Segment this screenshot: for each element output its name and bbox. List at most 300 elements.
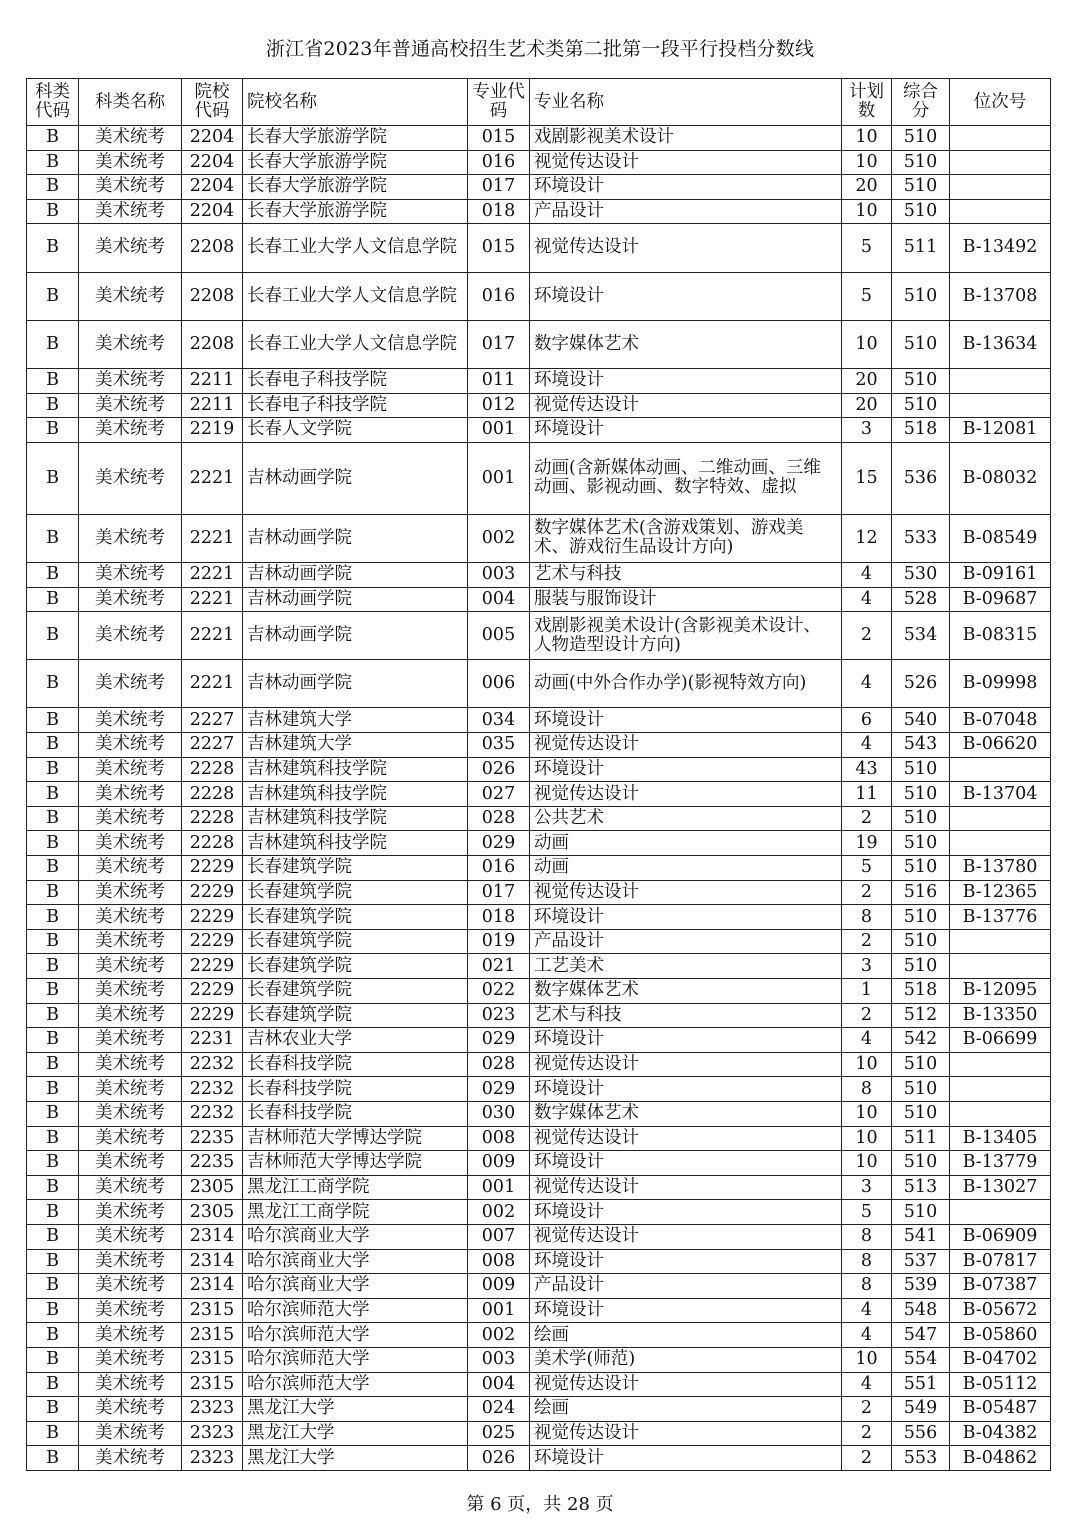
major-code-cell: 001 [468,418,530,443]
category-name-cell: 美术统考 [79,1003,182,1028]
plan-count-cell: 2 [842,1003,892,1028]
rank-number-cell [950,1077,1051,1102]
rank-number-cell [950,806,1051,831]
school-name-cell: 长春建筑学院 [243,929,468,954]
plan-count-cell: 3 [842,1175,892,1200]
category-code-cell: B [27,442,79,514]
total-score-cell: 511 [892,224,950,272]
table-row [27,1126,1051,1151]
school-code-cell: 2227 [182,733,243,758]
category-name-cell: 美术统考 [79,1175,182,1200]
school-code-cell: 2235 [182,1126,243,1151]
table-row [27,368,1051,393]
total-score-cell: 548 [892,1298,950,1323]
table-row [27,1003,1051,1028]
major-name-cell: 环境设计 [530,708,842,733]
table-row [27,1052,1051,1077]
major-code-cell: 001 [468,1175,530,1200]
school-name-cell: 长春工业大学人文信息学院 [243,272,468,320]
school-code-cell: 2208 [182,320,243,368]
table-row [27,856,1051,881]
category-code-cell: B [27,418,79,443]
major-code-cell: 003 [468,562,530,587]
major-code-cell: 025 [468,1421,530,1446]
major-code-cell: 007 [468,1224,530,1249]
school-name-cell: 吉林建筑大学 [243,708,468,733]
school-name-cell: 吉林动画学院 [243,514,468,562]
major-name-cell: 环境设计 [530,1200,842,1225]
major-name-cell: 戏剧影视美术设计(含影视美术设计、人物造型设计方向) [530,612,842,660]
table-row [27,1274,1051,1299]
total-score-cell: 510 [892,929,950,954]
major-code-cell: 002 [468,1323,530,1348]
school-name-cell: 黑龙江大学 [243,1397,468,1422]
plan-count-cell: 8 [842,905,892,930]
school-name-cell: 吉林建筑大学 [243,733,468,758]
major-code-cell: 035 [468,733,530,758]
category-name-cell: 美术统考 [79,612,182,660]
rank-number-cell [950,929,1051,954]
category-name-cell: 美术统考 [79,175,182,200]
major-name-cell: 环境设计 [530,418,842,443]
school-code-cell: 2208 [182,224,243,272]
category-code-cell: B [27,1028,79,1053]
total-score-cell: 510 [892,175,950,200]
plan-count-cell: 20 [842,175,892,200]
table-row [27,1446,1051,1471]
major-name-cell: 视觉传达设计 [530,782,842,807]
total-score-cell: 513 [892,1175,950,1200]
major-code-cell: 026 [468,1446,530,1471]
major-name-cell: 戏剧影视美术设计 [530,126,842,151]
document-title: 浙江省2023年普通高校招生艺术类第二批第一段平行投档分数线 [265,38,815,60]
major-name-cell: 环境设计 [530,1446,842,1471]
plan-count-cell: 4 [842,733,892,758]
total-score-cell: 540 [892,708,950,733]
table-row [27,562,1051,587]
school-name-cell: 黑龙江工商学院 [243,1200,468,1225]
school-code-cell: 2219 [182,418,243,443]
major-code-cell: 028 [468,1052,530,1077]
header-major-name: 专业名称 [530,79,842,126]
rank-number-cell [950,831,1051,856]
total-score-cell: 536 [892,442,950,514]
category-code-cell: B [27,1200,79,1225]
school-code-cell: 2204 [182,199,243,224]
plan-count-cell: 1 [842,979,892,1004]
plan-count-cell: 5 [842,272,892,320]
major-name-cell: 环境设计 [530,368,842,393]
major-code-cell: 027 [468,782,530,807]
plan-count-cell: 10 [842,1052,892,1077]
school-name-cell: 黑龙江大学 [243,1421,468,1446]
major-name-cell: 视觉传达设计 [530,880,842,905]
major-code-cell: 008 [468,1126,530,1151]
major-code-cell: 019 [468,929,530,954]
rank-number-cell: B-13780 [950,856,1051,881]
plan-count-cell: 5 [842,1200,892,1225]
category-code-cell: B [27,1372,79,1397]
category-name-cell: 美术统考 [79,150,182,175]
category-code-cell: B [27,880,79,905]
school-name-cell: 长春大学旅游学院 [243,175,468,200]
rank-number-cell [950,126,1051,151]
total-score-cell: 510 [892,954,950,979]
rank-number-cell: B-13779 [950,1151,1051,1176]
category-code-cell: B [27,1052,79,1077]
header-category-code: 科类代码 [27,79,79,126]
category-code-cell: B [27,1298,79,1323]
total-score-cell: 533 [892,514,950,562]
major-code-cell: 026 [468,757,530,782]
plan-count-cell: 11 [842,782,892,807]
category-code-cell: B [27,782,79,807]
rank-number-cell: B-06699 [950,1028,1051,1053]
school-name-cell: 吉林建筑科技学院 [243,806,468,831]
category-code-cell: B [27,733,79,758]
table-row [27,1347,1051,1372]
school-name-cell: 吉林动画学院 [243,612,468,660]
major-name-cell: 视觉传达设计 [530,1421,842,1446]
total-score-cell: 518 [892,979,950,1004]
school-code-cell: 2204 [182,150,243,175]
school-name-cell: 黑龙江工商学院 [243,1175,468,1200]
header-rank-number: 位次号 [950,79,1051,126]
plan-count-cell: 8 [842,1077,892,1102]
school-code-cell: 2305 [182,1175,243,1200]
total-score-cell: 518 [892,418,950,443]
total-score-cell: 510 [892,320,950,368]
school-code-cell: 2229 [182,880,243,905]
category-name-cell: 美术统考 [79,1274,182,1299]
total-score-cell: 510 [892,905,950,930]
plan-count-cell: 43 [842,757,892,782]
rank-number-cell: B-09998 [950,660,1051,708]
category-name-cell: 美术统考 [79,954,182,979]
total-score-cell: 510 [892,1077,950,1102]
rank-number-cell [950,1200,1051,1225]
major-name-cell: 视觉传达设计 [530,224,842,272]
category-code-cell: B [27,1003,79,1028]
category-name-cell: 美术统考 [79,782,182,807]
plan-count-cell: 2 [842,612,892,660]
category-name-cell: 美术统考 [79,1298,182,1323]
total-score-cell: 510 [892,1052,950,1077]
school-name-cell: 长春建筑学院 [243,979,468,1004]
major-code-cell: 011 [468,368,530,393]
category-name-cell: 美术统考 [79,368,182,393]
school-code-cell: 2314 [182,1249,243,1274]
table-row [27,1372,1051,1397]
plan-count-cell: 2 [842,880,892,905]
category-name-cell: 美术统考 [79,1446,182,1471]
table-row [27,806,1051,831]
total-score-cell: 516 [892,880,950,905]
table-row [27,757,1051,782]
rank-number-cell: B-12081 [950,418,1051,443]
table-row [27,1028,1051,1053]
category-code-cell: B [27,757,79,782]
category-code-cell: B [27,224,79,272]
total-score-cell: 528 [892,587,950,612]
category-name-cell: 美术统考 [79,320,182,368]
school-code-cell: 2227 [182,708,243,733]
school-name-cell: 吉林农业大学 [243,1028,468,1053]
school-code-cell: 2314 [182,1274,243,1299]
category-code-cell: B [27,856,79,881]
category-code-cell: B [27,1274,79,1299]
school-code-cell: 2221 [182,587,243,612]
school-name-cell: 长春科技学院 [243,1052,468,1077]
rank-number-cell [950,1101,1051,1126]
category-name-cell: 美术统考 [79,929,182,954]
category-name-cell: 美术统考 [79,587,182,612]
category-code-cell: B [27,929,79,954]
major-name-cell: 环境设计 [530,757,842,782]
total-score-cell: 512 [892,1003,950,1028]
rank-number-cell: B-06620 [950,733,1051,758]
total-score-cell: 547 [892,1323,950,1348]
major-name-cell: 动画 [530,831,842,856]
plan-count-cell: 10 [842,320,892,368]
major-code-cell: 009 [468,1151,530,1176]
major-code-cell: 004 [468,587,530,612]
table-row [27,979,1051,1004]
table-row [27,954,1051,979]
school-name-cell: 哈尔滨商业大学 [243,1274,468,1299]
total-score-cell: 510 [892,126,950,151]
total-score-cell: 549 [892,1397,950,1422]
plan-count-cell: 2 [842,1421,892,1446]
header-category-name: 科类名称 [79,79,182,126]
rank-number-cell: B-05860 [950,1323,1051,1348]
rank-number-cell: B-12095 [950,979,1051,1004]
table-row [27,587,1051,612]
school-name-cell: 长春大学旅游学院 [243,150,468,175]
plan-count-cell: 6 [842,708,892,733]
school-code-cell: 2211 [182,368,243,393]
rank-number-cell: B-13350 [950,1003,1051,1028]
total-score-cell: 510 [892,1151,950,1176]
header-total-score: 综合分 [892,79,950,126]
school-code-cell: 2221 [182,562,243,587]
major-name-cell: 视觉传达设计 [530,1224,842,1249]
header-school-name: 院校名称 [243,79,468,126]
category-name-cell: 美术统考 [79,224,182,272]
rank-number-cell: B-13708 [950,272,1051,320]
major-name-cell: 环境设计 [530,272,842,320]
category-name-cell: 美术统考 [79,272,182,320]
category-name-cell: 美术统考 [79,1077,182,1102]
school-code-cell: 2315 [182,1347,243,1372]
school-code-cell: 2229 [182,979,243,1004]
major-name-cell: 产品设计 [530,1274,842,1299]
school-code-cell: 2228 [182,757,243,782]
school-code-cell: 2229 [182,1003,243,1028]
school-code-cell: 2221 [182,514,243,562]
table-row [27,880,1051,905]
category-code-cell: B [27,272,79,320]
major-name-cell: 服装与服饰设计 [530,587,842,612]
school-name-cell: 吉林建筑科技学院 [243,757,468,782]
plan-count-cell: 8 [842,1249,892,1274]
total-score-cell: 551 [892,1372,950,1397]
category-name-cell: 美术统考 [79,733,182,758]
total-score-cell: 510 [892,831,950,856]
school-name-cell: 长春科技学院 [243,1101,468,1126]
category-code-cell: B [27,806,79,831]
table-header-row [27,79,1051,126]
school-name-cell: 长春建筑学院 [243,856,468,881]
plan-count-cell: 3 [842,418,892,443]
table-row [27,1421,1051,1446]
plan-count-cell: 4 [842,1028,892,1053]
rank-number-cell: B-09161 [950,562,1051,587]
plan-count-cell: 20 [842,368,892,393]
category-code-cell: B [27,150,79,175]
major-code-cell: 001 [468,442,530,514]
category-name-cell: 美术统考 [79,831,182,856]
major-code-cell: 003 [468,1347,530,1372]
major-code-cell: 034 [468,708,530,733]
table-row [27,660,1051,708]
table-row [27,224,1051,272]
school-name-cell: 吉林动画学院 [243,442,468,514]
rank-number-cell: B-08032 [950,442,1051,514]
plan-count-cell: 3 [842,954,892,979]
rank-number-cell: B-07817 [950,1249,1051,1274]
plan-count-cell: 4 [842,660,892,708]
total-score-cell: 534 [892,612,950,660]
school-code-cell: 2229 [182,905,243,930]
rank-number-cell: B-07048 [950,708,1051,733]
plan-count-cell: 2 [842,1397,892,1422]
category-name-cell: 美术统考 [79,1028,182,1053]
table-row [27,1249,1051,1274]
table-row [27,612,1051,660]
table-body [27,126,1051,1471]
category-code-cell: B [27,660,79,708]
category-name-cell: 美术统考 [79,1249,182,1274]
school-code-cell: 2232 [182,1101,243,1126]
school-name-cell: 哈尔滨师范大学 [243,1347,468,1372]
major-name-cell: 数字媒体艺术 [530,1101,842,1126]
school-name-cell: 长春人文学院 [243,418,468,443]
major-name-cell: 环境设计 [530,1298,842,1323]
rank-number-cell: B-05487 [950,1397,1051,1422]
major-code-cell: 021 [468,954,530,979]
school-name-cell: 吉林建筑科技学院 [243,782,468,807]
school-code-cell: 2208 [182,272,243,320]
rank-number-cell: B-06909 [950,1224,1051,1249]
major-name-cell: 艺术与科技 [530,562,842,587]
school-name-cell: 长春建筑学院 [243,1003,468,1028]
major-code-cell: 005 [468,612,530,660]
major-code-cell: 009 [468,1274,530,1299]
school-name-cell: 吉林动画学院 [243,587,468,612]
school-name-cell: 黑龙江大学 [243,1446,468,1471]
category-name-cell: 美术统考 [79,126,182,151]
total-score-cell: 526 [892,660,950,708]
category-name-cell: 美术统考 [79,660,182,708]
category-name-cell: 美术统考 [79,1052,182,1077]
category-name-cell: 美术统考 [79,1397,182,1422]
school-code-cell: 2204 [182,175,243,200]
plan-count-cell: 12 [842,514,892,562]
school-name-cell: 长春工业大学人文信息学院 [243,320,468,368]
major-name-cell: 动画(中外合作办学)(影视特效方向) [530,660,842,708]
admission-score-table [26,78,1051,1471]
rank-number-cell [950,199,1051,224]
category-code-cell: B [27,126,79,151]
category-name-cell: 美术统考 [79,757,182,782]
total-score-cell: 510 [892,782,950,807]
plan-count-cell: 10 [842,1151,892,1176]
major-name-cell: 动画 [530,856,842,881]
table-row [27,1077,1051,1102]
plan-count-cell: 15 [842,442,892,514]
school-code-cell: 2232 [182,1052,243,1077]
table-row [27,199,1051,224]
school-name-cell: 长春科技学院 [243,1077,468,1102]
table-row [27,1200,1051,1225]
school-code-cell: 2221 [182,612,243,660]
school-name-cell: 长春电子科技学院 [243,368,468,393]
category-code-cell: B [27,1126,79,1151]
major-code-cell: 012 [468,393,530,418]
category-code-cell: B [27,1101,79,1126]
table-row [27,1397,1051,1422]
school-code-cell: 2229 [182,929,243,954]
school-name-cell: 哈尔滨商业大学 [243,1224,468,1249]
category-name-cell: 美术统考 [79,979,182,1004]
category-code-cell: B [27,612,79,660]
table-row [27,393,1051,418]
category-code-cell: B [27,1224,79,1249]
category-code-cell: B [27,320,79,368]
page-footer: 第 6 页，共 28 页 [466,1494,614,1515]
major-name-cell: 视觉传达设计 [530,733,842,758]
major-name-cell: 视觉传达设计 [530,1126,842,1151]
table-row [27,1151,1051,1176]
major-code-cell: 015 [468,126,530,151]
total-score-cell: 510 [892,1101,950,1126]
rank-number-cell: B-08549 [950,514,1051,562]
rank-number-cell [950,757,1051,782]
school-code-cell: 2323 [182,1446,243,1471]
category-code-cell: B [27,175,79,200]
plan-count-cell: 19 [842,831,892,856]
rank-number-cell: B-12365 [950,880,1051,905]
rank-number-cell [950,954,1051,979]
major-name-cell: 环境设计 [530,1077,842,1102]
category-code-cell: B [27,1397,79,1422]
category-code-cell: B [27,905,79,930]
category-code-cell: B [27,831,79,856]
major-code-cell: 029 [468,1028,530,1053]
school-code-cell: 2228 [182,831,243,856]
rank-number-cell: B-13405 [950,1126,1051,1151]
category-name-cell: 美术统考 [79,1347,182,1372]
major-name-cell: 视觉传达设计 [530,1372,842,1397]
school-code-cell: 2229 [182,954,243,979]
major-code-cell: 022 [468,979,530,1004]
total-score-cell: 510 [892,856,950,881]
school-name-cell: 吉林动画学院 [243,562,468,587]
major-code-cell: 017 [468,175,530,200]
rank-number-cell: B-07387 [950,1274,1051,1299]
category-name-cell: 美术统考 [79,514,182,562]
